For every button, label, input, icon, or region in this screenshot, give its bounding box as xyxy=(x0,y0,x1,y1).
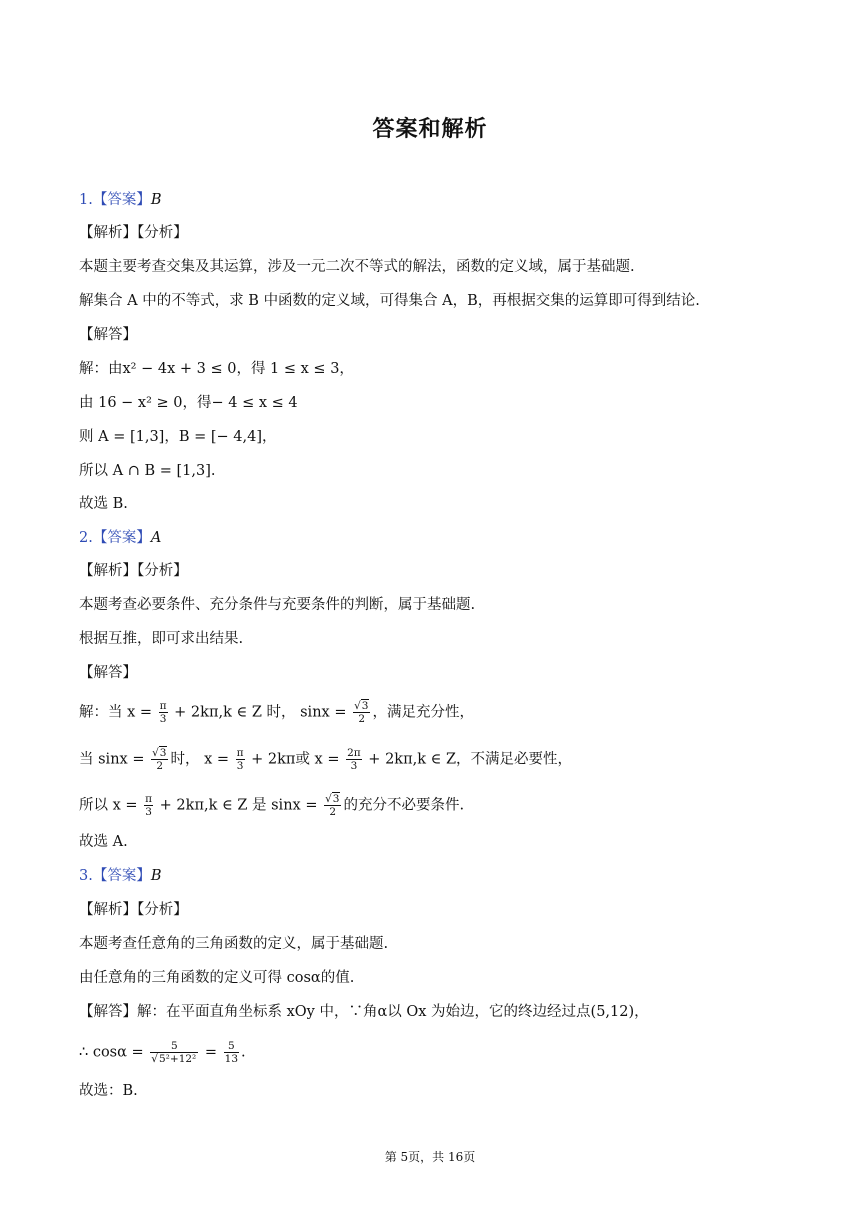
page-title: 答案和解析 xyxy=(372,117,488,142)
fraction-sqrt3-over-2 xyxy=(151,747,168,772)
frac-num: 5 xyxy=(224,1040,239,1053)
frac-num: 2π xyxy=(347,747,361,759)
q3-tags: 【解析】【分析】 xyxy=(79,902,188,918)
q2-step-1-b: + 2kπ,k ∈ Z 时， sinx = xyxy=(169,704,352,721)
q3-step-1 xyxy=(79,1040,246,1065)
q1-tags: 【解析】【分析】 xyxy=(79,225,188,241)
sqrt-radicand: 3 xyxy=(159,747,167,759)
sqrt-radicand: 3 xyxy=(332,793,340,805)
frac-den: 13 xyxy=(224,1053,239,1065)
q3-answer xyxy=(79,866,162,886)
q2-analysis-2: 根据互推，即可求出结果. xyxy=(79,631,244,647)
q3-step-1-a: ∴ cosα = xyxy=(79,1044,149,1061)
q2-step-3-a: 所以 x = xyxy=(79,797,143,814)
q1-analysis-1: 本题主要考查交集及其运算，涉及一元二次不等式的解法，函数的定义域，属于基础题. xyxy=(79,259,635,275)
frac-num: π xyxy=(145,793,153,805)
fraction-pi-over-3 xyxy=(159,700,168,725)
sqrt-radicand: 3 xyxy=(361,700,369,712)
fraction-pi-over-3 xyxy=(144,793,153,818)
q1-step-1: 解：由x² − 4x + 3 ≤ 0，得 1 ≤ x ≤ 3， xyxy=(79,361,354,377)
q2-step-2-d: + 2kπ,k ∈ Z，不满足必要性， xyxy=(363,751,573,768)
q2-answer-value: A xyxy=(150,530,162,546)
sqrt-radicand: 5²+12² xyxy=(159,1053,197,1065)
frac-num xyxy=(353,700,370,713)
q3-conclusion: 故选：B. xyxy=(79,1083,138,1099)
q2-conclusion: 故选 A. xyxy=(79,834,128,850)
frac-den: 3 xyxy=(350,760,358,772)
q2-step-1-a: 解：当 x = xyxy=(79,704,157,721)
q3-step-1-b: = xyxy=(200,1044,222,1061)
frac-num xyxy=(324,793,341,806)
frac-num: 5 xyxy=(150,1040,198,1053)
q1-conclusion: 故选 B. xyxy=(79,496,128,512)
fraction-5-over-sqrt xyxy=(150,1040,198,1065)
q2-answer-label: 2.【答案】 xyxy=(79,530,151,546)
page-footer: 第 5页，共 16页 xyxy=(384,1150,476,1164)
frac-den: 3 xyxy=(159,713,167,725)
fraction-2pi-over-3 xyxy=(346,747,362,772)
frac-num: π xyxy=(159,700,167,712)
fraction-5-over-13 xyxy=(224,1040,239,1065)
q3-solution-line: 【解答】解：在平面直角坐标系 xOy 中，∵角α以 Ox 为始边，它的终边经过点(5,12)， xyxy=(79,1004,649,1020)
frac-den: 2 xyxy=(329,806,337,818)
q2-solution-tag: 【解答】 xyxy=(79,665,137,681)
q3-analysis-1: 本题考查任意角的三角函数的定义，属于基础题. xyxy=(79,936,389,952)
frac-den: 3 xyxy=(145,806,152,818)
q1-solution-tag: 【解答】 xyxy=(79,327,137,343)
q3-analysis-2: 由任意角的三角函数的定义可得 cosα的值. xyxy=(79,970,355,986)
sqrt-sign: √3 xyxy=(152,747,167,759)
q2-tags: 【解析】【分析】 xyxy=(79,563,188,579)
frac-num: π xyxy=(236,747,244,759)
q1-analysis-2: 解集合 A 中的不等式，求 B 中函数的定义域，可得集合 A，B，再根据交集的运算即可得到结论. xyxy=(79,293,700,309)
fraction-sqrt3-over-2 xyxy=(353,700,370,725)
frac-den: 3 xyxy=(236,760,244,772)
fraction-pi-over-3 xyxy=(236,747,245,772)
q1-answer xyxy=(79,190,162,210)
frac-den xyxy=(150,1053,198,1065)
sqrt-sign: √3 xyxy=(354,700,369,712)
q2-step-3-c: 的充分不必要条件. xyxy=(343,797,465,814)
q3-answer-value: B xyxy=(150,868,162,884)
q1-answer-value: B xyxy=(150,192,162,208)
q1-step-3: 则 A = [1,3]，B = [− 4,4]， xyxy=(79,429,277,445)
q1-step-4: 所以 A ∩ B = [1,3]. xyxy=(79,463,216,479)
fraction-sqrt3-over-2 xyxy=(324,793,341,818)
sqrt-sign: √3 xyxy=(325,793,340,805)
q2-step-3 xyxy=(79,793,464,818)
frac-num xyxy=(151,747,168,760)
frac-den: 2 xyxy=(156,760,164,772)
q2-step-1 xyxy=(79,700,474,725)
q1-step-2: 由 16 − x² ≥ 0，得− 4 ≤ x ≤ 4 xyxy=(79,395,298,411)
frac-den: 2 xyxy=(358,713,366,725)
q2-step-3-b: + 2kπ,k ∈ Z 是 sinx = xyxy=(155,797,323,814)
q1-answer-label: 1.【答案】 xyxy=(79,192,151,208)
q2-step-2 xyxy=(79,747,572,772)
q2-analysis-1: 本题考查必要条件、充分条件与充要条件的判断，属于基础题. xyxy=(79,597,476,613)
q2-step-1-c: ，满足充分性， xyxy=(372,704,474,721)
q3-step-1-c: . xyxy=(241,1044,246,1061)
q3-answer-label: 3.【答案】 xyxy=(79,868,151,884)
q2-step-2-c: + 2kπ或 x = xyxy=(246,751,345,768)
q2-step-2-b: 时， x = xyxy=(170,751,234,768)
q2-step-2-a: 当 sinx = xyxy=(79,751,150,768)
sqrt-sign: √5²+12² xyxy=(151,1053,197,1065)
q2-answer xyxy=(79,528,161,548)
